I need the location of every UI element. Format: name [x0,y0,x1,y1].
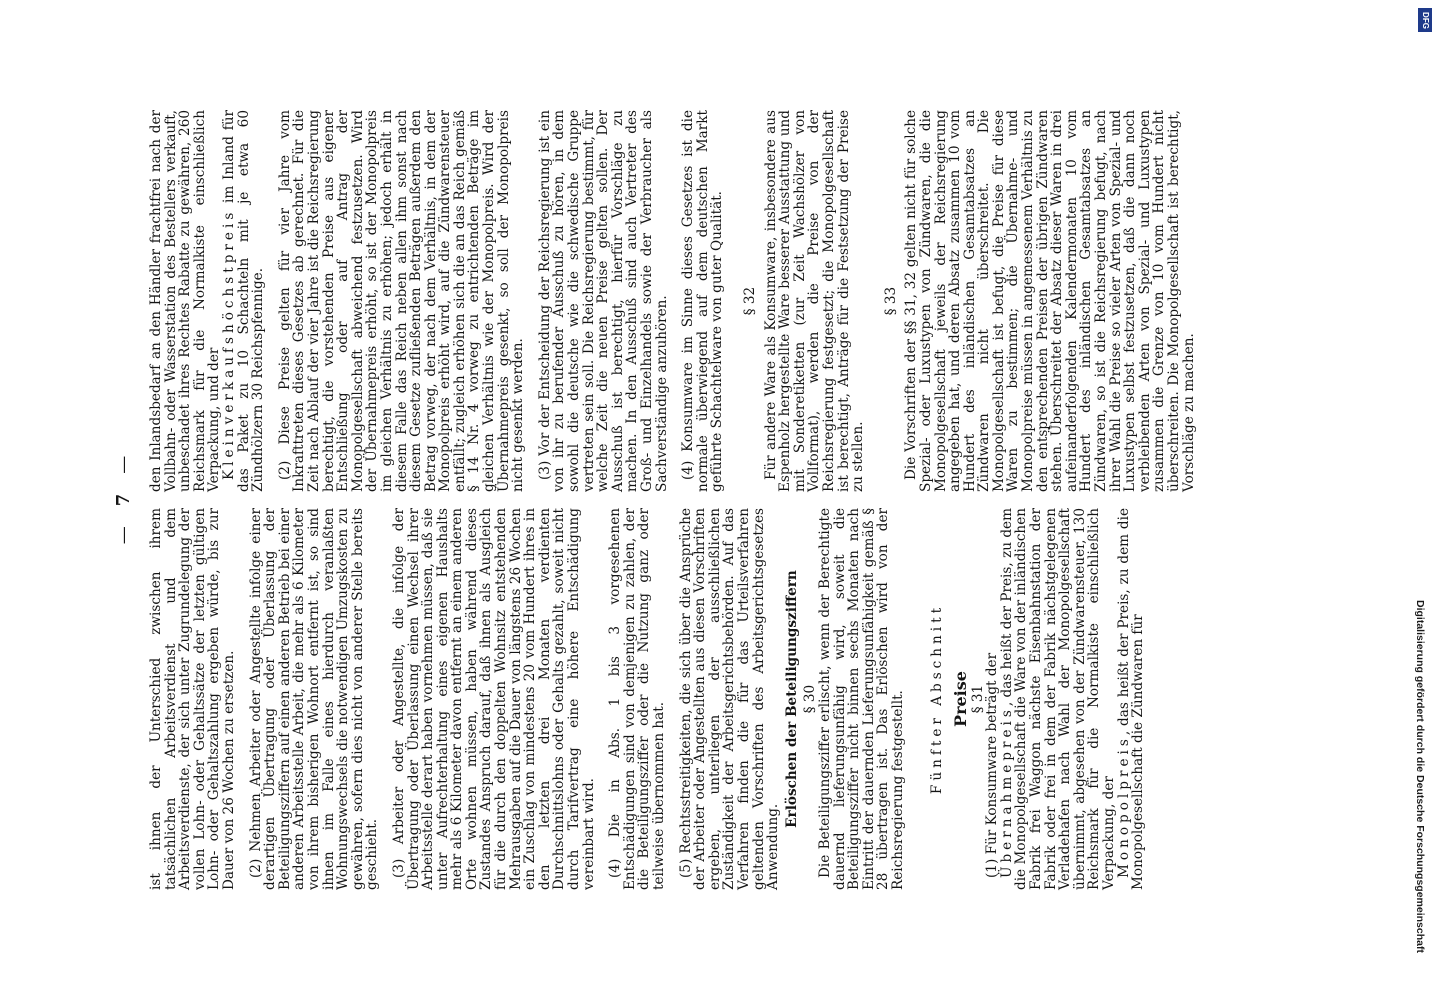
paragraph: (4) Die in Abs. 1 bis 3 vorgesehenen Entschädigungen sind von demjenigen zu zahlen, der die Beteiligungsziffer oder die Nutzung ganz oder teilweise übernommen hat. [607,508,667,890]
paragraph: (5) Rechtsstreitigkeiten, die sich über die Ansprüche der Arbeiter oder Angestellten aus diesen Vorschriften ergeben, unterliegen der ausschließlichen Zuständigkeit der Arbeitsgerichtsbehörden. Auf das Verfahren finden die für das Urteilsverfahren geltenden Vorschriften des Arbeitsgerichtsgesetzes Anwendung. [677,508,782,890]
left-column [149,508,1196,890]
header-dash-left: — [113,526,134,545]
right-column [149,110,1196,492]
paragraph-number: § 30 [802,684,819,714]
paragraph: (3) Arbeiter oder Angestellte, die infolge der Übertragung oder Überlassung einen Wechsel ihrer Arbeitsstelle derart haben vornehmen müssen, daß sie unter Aufrechterhaltung eines eigenen Haushalts mehr als 6 Kilometer davon entfernt an einem anderen Orte wohnen müssen, haben während dieses Zustandes Anspruch darauf, daß ihnen als Ausgleich für die durch den doppelten Wohnsitz entstehenden Mehrausgaben auf die Dauer von längstens 26 Wochen ein Zuschlag von mindestens 20 vom Hundert ihres in den letzten drei Monaten verdienten Durchschnittslohns oder Gehalts gezahlt, soweit nicht durch Tarifvertrag eine höhere Entschädigung vereinbart wird. [390,508,597,890]
paragraph: (3) Vor der Entscheidung der Reichsregierung ist ein von ihr zu berufender Ausschuß zu hören, in dem sowohl die deutsche wie die schwedische Gruppe vertreten sein soll. Die Reichsregierung bestimmt, für welche Zeit die neuen Preise gelten sollen. Der Ausschuß ist berechtigt, hierfür Vorschläge zu machen. In den Ausschuß sind auch Vertreter des Groß- und Einzelhandels sowie der Verbraucher als Sachverständige anzuhören. [536,110,670,492]
paragraph: Die Vorschriften der §§ 31, 32 gelten nicht für solche Spezial- oder Luxustypen von Zündwaren, die die Monopolgesellschaft jeweils der Reichsregierung angegeben hat, und deren Absatz zusammen 10 vom Hundert des inländischen Gesamtabsatzes an Zündwaren nicht überschreitet. Die Monopolgesellschaft ist befugt, die Preise für diese Waren zu bestimmen; die Übernahme- und Monopolpreise müssen in angemessenem Verhältnis zu den entsprechenden Preisen der übrigen Zündwaren stehen. Überschreitet der Absatz dieser Waren in drei aufeinanderfolgenden Kalendermonaten 10 vom Hundert des inländischen Gesamtabsatzes an Zündwaren, so ist die Reichsregierung befugt, nach ihrer Wahl die Preise so vieler Arten von Spezial- und Luxustypen selbst festzusetzen, daß die dann noch verbleibenden Arten von Spezial- und Luxustypen zusammen die Grenze von 10 vom Hundert nicht überschreiten. Die Monopolgesellschaft ist berechtigt, Vorschläge zu machen. [903,110,1197,492]
paragraph: (2) Diese Preise gelten für vier Jahre vom Inkrafttreten dieses Gesetzes ab gerechnet. Für die Zeit nach Ablauf der vier Jahre ist die Reichsregierung berechtigt, die vorstehenden Preise aus eigener Entschließung oder auf Antrag der Monopolgesellschaft abweichend festzusetzen. Wird der Übernahmepreis erhöht, so ist der Monopolpreis im gleichen Verhältnis zu erhöhen; jedoch erhält in diesem Falle das Reich neben allen ihm sonst nach diesem Gesetze zufließenden Beträgen außerdem den Betrag vorweg, der nach dem Verhältnis, in dem der Monopolpreis erhöht wird, auf die Zündwarensteuer entfällt; zugleich erhöhen sich die an das Reich gemäß § 14 Nr. 4 vorweg zu entrichtenden Beträge im gleichen Verhältnis wie der Monopolpreis. Wird der Übernahmepreis gesenkt, so soll der Monopolpreis nicht gesenkt werden. [276,110,527,492]
text-columns [149,110,1196,890]
term: Übernahmepreis [998,706,1015,878]
page-number: 7 [113,493,134,507]
document-page [113,110,1317,890]
subheading-erloschen: Erlöschen der Beteiligungsziffern [783,570,800,828]
header-dash-right: — [113,455,134,474]
page-header [113,110,141,890]
paragraph: Kleinverkaufshöchstpreis im Inland für das Paket zu 10 Schachteln mit je etwa 60 Zündhölzern 30 Reichspfennige. [220,110,267,492]
paragraph: den Inlandsbedarf an den Händler frachtfrei nach der Vollbahn- oder Wasserstation des Bestellers verkauft, unbeschadet ihres Rechtes Rabatte zu gewähren, 260 Reichsmark für die Normalkiste einschließlich Verpackung, und der [148,110,223,492]
paragraph: Für andere Ware als Konsumware, insbesondere aus Espenholz hergestellte Ware besserer Ausstattung und mit Sonderetiketten (zur Zeit Wachshölzer von Vollformat), werden die Preise von der Reichsregierung festgesetzt; die Monopolgesellschaft ist berechtigt, Anträge für die Festsetzung der Preise zu stellen. [762,110,867,492]
paragraph: (1) Für Konsumware beträgt der [984,652,1001,878]
paragraph: Übernahmepreis, das heißt der Preis, zu dem die Monopolgesellschaft die Ware von der inländischen Fabrik frei Waggon nächste Eisenbahnstation der Fabrik oder frei in dem der Fabrik nächstgelegenen Verladehafen nach Wahl der Monopolgesellschaft übernimmt, abgesehen von der Zündwarensteuer, 130 Reichsmark für die Normalkiste einschließlich Verpackung, der [998,508,1118,890]
paragraph: (4) Konsumware im Sinne dieses Gesetzes ist die normale überwiegend auf dem deutschen Markt geführte Schachtelware von guter Qualität. [680,110,726,492]
term: Kleinverkaufshöchstpreis [220,208,237,480]
paragraph: (2) Nehmen Arbeiter oder Angestellte infolge einer derartigen Übertragung oder Überlassung der Beteiligungsziffern auf einen anderen Betrieb bei einer anderen Arbeitsstelle Arbeit, die mehr als 6 Kilometer von ihrem bisherigen Wohnort entfernt ist, so sind ihnen im Falle eines hierdurch veranlaßten Wohnungswechsels die notwendigen Umzugskosten zu gewähren, sofern dies nicht von anderer Stelle bereits geschieht. [247,508,381,890]
paragraph-number: § 32 [741,286,758,316]
funding-imprint: Digitalisierung gefördert durch die Deutsche Forschungsgemeinschaft [1414,600,1426,953]
paragraph: ist ihnen der Unterschied zwischen ihrem tatsächlichen Arbeitsverdienst und dem Arbeitsverdienste, der sich unter Zugrundelegung der vollen Lohn- oder Gehaltssätze der letzten gültigen Lohn- oder Gehaltszahlung ergeben würde, bis zur Dauer von 26 Wochen zu ersetzen. [148,508,237,890]
paragraph: Monopolpreis, das heißt der Preis, zu dem die Monopolgesellschaft die Zündwaren für [1115,508,1147,890]
paragraph-number: § 31 [969,684,986,714]
term: Monopolpreis [1115,735,1132,878]
section-title: Preise [951,671,971,727]
paragraph: Die Beteiligungsziffer erlischt, wenn der Berechtigte dauernd lieferungsunfähig wird, soweit die Beteiligungsziffer nicht binnen sechs Monaten nach Eintritt der dauernden Lieferungsunfähigkeit gemäß § 28 übertragen ist. Das Erlöschen wird von der Reichsregierung festgestellt. [816,508,906,890]
section-label: Fünfter Abschnitt [928,603,945,795]
paragraph-number: § 33 [882,286,899,316]
dfg-logo: DFG [1418,8,1432,32]
